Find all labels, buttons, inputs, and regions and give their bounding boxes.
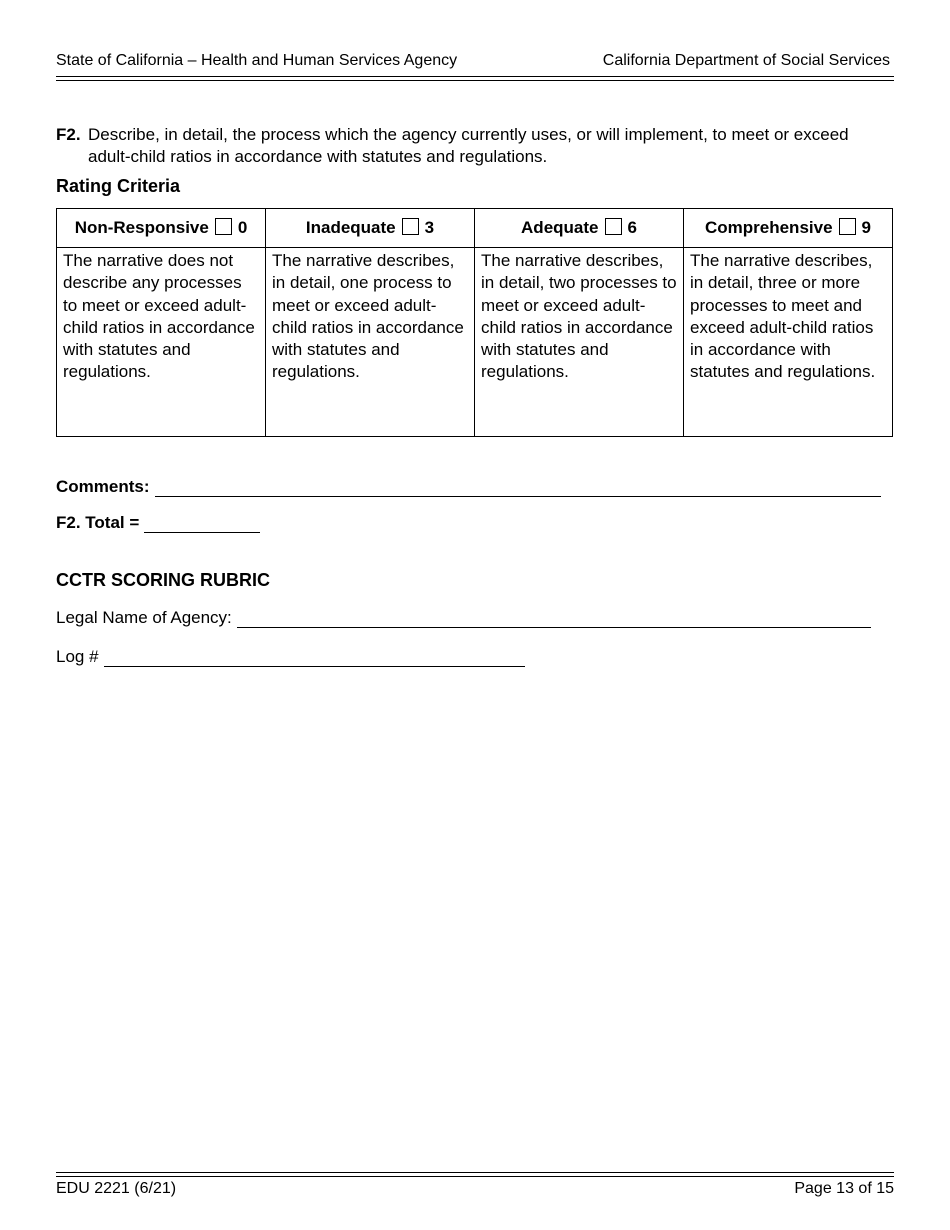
score-checkbox-9[interactable]	[839, 218, 856, 235]
rating-label: Inadequate	[305, 218, 396, 237]
rating-label: Adequate	[521, 218, 599, 237]
comments-label: Comments:	[56, 477, 150, 496]
comments-field	[56, 477, 881, 497]
header-agency: State of California – Health and Human Services Agency	[56, 52, 458, 69]
rating-label: Non-Responsive	[74, 218, 209, 237]
header-department: California Department of Social Services	[602, 52, 890, 69]
rating-criteria-title: Rating Criteria	[56, 176, 181, 196]
page-footer	[56, 1180, 894, 1198]
rating-description-inadequate: The narrative describes, in detail, one process to meet or exceed adult-child ratios in accordance with statutes and regulations.	[266, 248, 475, 437]
rating-header-comprehensive	[684, 209, 893, 248]
log-input[interactable]	[104, 650, 525, 667]
score-checkbox-0[interactable]	[215, 218, 232, 235]
score-checkbox-6[interactable]	[605, 218, 622, 235]
rating-criteria-table	[56, 208, 893, 437]
rating-description-non-responsive: The narrative does not describe any processes to meet or exceed adult-child ratios in accordance with statutes and regulations.	[57, 248, 266, 437]
total-input[interactable]	[144, 516, 260, 533]
rating-header-adequate	[475, 209, 684, 248]
rubric-title: CCTR SCORING RUBRIC	[56, 570, 270, 590]
question-f2	[56, 124, 886, 168]
rating-score: 6	[627, 218, 637, 237]
total-label: F2. Total =	[56, 513, 140, 532]
total-field	[56, 513, 260, 533]
question-number: F2.	[56, 125, 81, 144]
page-header	[56, 52, 890, 70]
agency-field	[56, 608, 871, 628]
footer-divider	[56, 1172, 894, 1177]
agency-label: Legal Name of Agency:	[56, 608, 232, 627]
rating-header-non-responsive	[57, 209, 266, 248]
comments-input[interactable]	[155, 480, 881, 497]
rating-score: 3	[424, 218, 435, 237]
agency-input[interactable]	[237, 611, 871, 628]
rating-header-inadequate	[266, 209, 475, 248]
header-divider	[56, 76, 894, 81]
score-checkbox-3[interactable]	[402, 218, 419, 235]
rating-score: 0	[237, 218, 248, 237]
log-label: Log #	[56, 647, 99, 666]
page-number: Page 13 of 15	[794, 1180, 894, 1197]
rating-score: 9	[861, 218, 871, 237]
rating-label: Comprehensive	[704, 218, 833, 237]
question-text: Describe, in detail, the process which the agency currently uses, or will implement, to meet or exceed adult-child ratios in accordance with statutes and regulations.	[88, 125, 849, 166]
log-field	[56, 647, 525, 667]
rating-description-comprehensive: The narrative describes, in detail, three or more processes to meet and exceed adult-child ratios in accordance with statutes and regulations.	[684, 248, 893, 437]
form-id: EDU 2221 (6/21)	[56, 1180, 177, 1197]
rating-description-adequate: The narrative describes, in detail, two processes to meet or exceed adult-child ratios in accordance with statutes and regulations.	[475, 248, 684, 437]
